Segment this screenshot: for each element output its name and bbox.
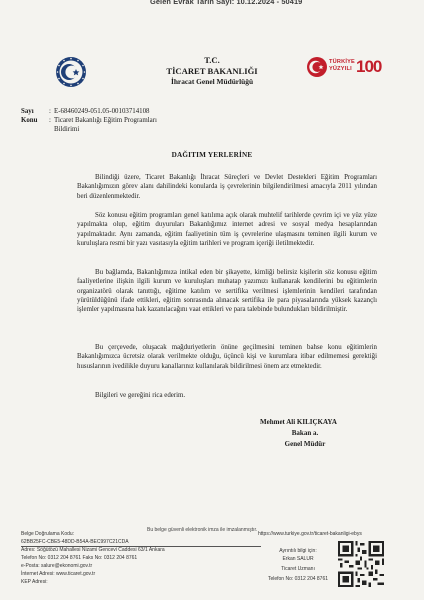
verification-label: Belge Doğrulama Kodu:: [21, 531, 75, 537]
footer-phone: Telefon No: 0312 204 8761 Faks No: 0312 204 8761: [21, 555, 138, 561]
verification-url[interactable]: https://www.turkiye.gov.tr/ticaret-bakanligi-ebys: [258, 531, 362, 537]
header-tc: T.C.: [204, 55, 220, 65]
signatory-name: Mehmet Ali KILIÇKAYA: [260, 418, 337, 426]
subject-line2: Bildirimi: [54, 126, 80, 133]
incoming-document-stamp: Gelen Evrak Tarih Sayı: 10.12.2024 - 50419: [150, 0, 303, 6]
footer-email[interactable]: e-Posta: salure@ekonomi.gov.tr: [21, 563, 93, 569]
subject-label: Konu: [21, 117, 38, 124]
contact-info-label: Ayrıntılı bilgi için:: [279, 548, 317, 554]
body-paragraph-1: Bilindiği üzere, Ticaret Bakanlığı İhracat Süreçleri ve Devlet Destekleri Eğitim Programları Bakanlığımızın görev alanı dahilindeki konularda iş çevrelerinin bilgilendirilmesi amacıyla 2011 yılından beri düzenlenmektedir.: [77, 174, 377, 200]
reference-label: Sayı: [21, 108, 34, 115]
verification-code: 62BB25FC-CBE5-48DD-B54A-BEC997C21CDA: [21, 539, 129, 545]
contact-phone: Telefon No: 0312 204 8761: [267, 576, 329, 582]
subject-row: Konu : Ticaret Bakanlığı Eğitim Programları: [21, 117, 157, 124]
signatory-title: Genel Müdür: [284, 440, 326, 448]
body-paragraph-2: Söz konusu eğitim programları genel katılıma açık olarak muhtelif tarihlerde çevrim içi ve yüz yüze yapılmakta olup, eğitim duyuruları Bakanlığımız internet adresi ve sosyal medya hesaplarından yapılmaktadır. Aynı zamanda, eğitim faaliyetinin tüm iş çevrelerine ulaşmasını teminen ilgili kurum ve kuruluşlara resmi bir yazı vasıtasıyla eğitim tarihleri ve program içeriği iletilmektedir.: [77, 212, 377, 247]
body-paragraph-4: Bu çerçevede, oluşacak mağduriyetlerin önüne geçilmesini teminen bahse konu eğitimlerin Bakanlığımızca ücretsiz olarak verilmekte olduğu, üçüncü kişi ve kurumlara itibar edilmemesi gerektiği hususlarının ivedilikle duyuru kanallarınız kullanılarak bildirilmesi önem arz etmektedir.: [77, 344, 377, 370]
footer-website[interactable]: İnternet Adresi: www.ticaret.gov.tr: [21, 571, 96, 577]
signatory-authority: Bakan a.: [291, 429, 319, 437]
footer-kep: KEP Adresi:: [21, 579, 48, 585]
header-ministry: TİCARET BAKANLIĞI: [166, 66, 258, 76]
contact-title: Ticaret Uzmanı: [281, 566, 315, 572]
brand-line1: TÜRKİYE: [329, 59, 355, 65]
header-directorate: İhracat Genel Müdürlüğü: [170, 77, 254, 86]
centenary-badge: 100: [356, 57, 382, 76]
distribution-title: DAĞITIM YERLERİNE: [171, 151, 253, 159]
brand-line2: YÜZYILI: [329, 65, 352, 72]
e-signature-note: Bu belge güvenli elektronik imza ile imzalanmıştır.: [147, 527, 258, 533]
footer-address: Adres: Söğütözü Mahallesi Nizami Gencevi Caddesi 63/1 Ankara: [21, 547, 165, 553]
subject-line1: Ticaret Bakanlığı Eğitim Programları: [54, 117, 157, 124]
contact-name: Erkan SALUR: [282, 556, 314, 562]
body-paragraph-3: Bu bağlamda, Bakanlığımıza intikal eden bir şikayette, kimliği belirsiz kişilerin söz konusu eğitim faaliyetlerine ilişkin ilgili kurum ve kuruluşları muhatap yazımızı kullanarak kendilerini bu eğitimlerin organizatörü olarak tanıttığı, eğitime katılım ve sertifika verilmesi işlemlerinin kendileri tarafından yürütüldüğünü ifade ettikleri, eğitim sonrasında alınacak sertifika ile para piyasalarında yüksek kazançlı işlemler yapılmasına hak kazanılacağını vaat ettikleri ve para talebinde bulundukları bildirilmiştir.: [77, 269, 377, 314]
reference-number-row: Sayı : E-68460249-051.05-00103714108: [21, 108, 150, 115]
reference-number: E-68460249-051.05-00103714108: [54, 108, 150, 115]
qr-code-icon[interactable]: [338, 541, 384, 587]
body-paragraph-5: Bilgileri ve gereğini rica ederim.: [95, 392, 186, 399]
